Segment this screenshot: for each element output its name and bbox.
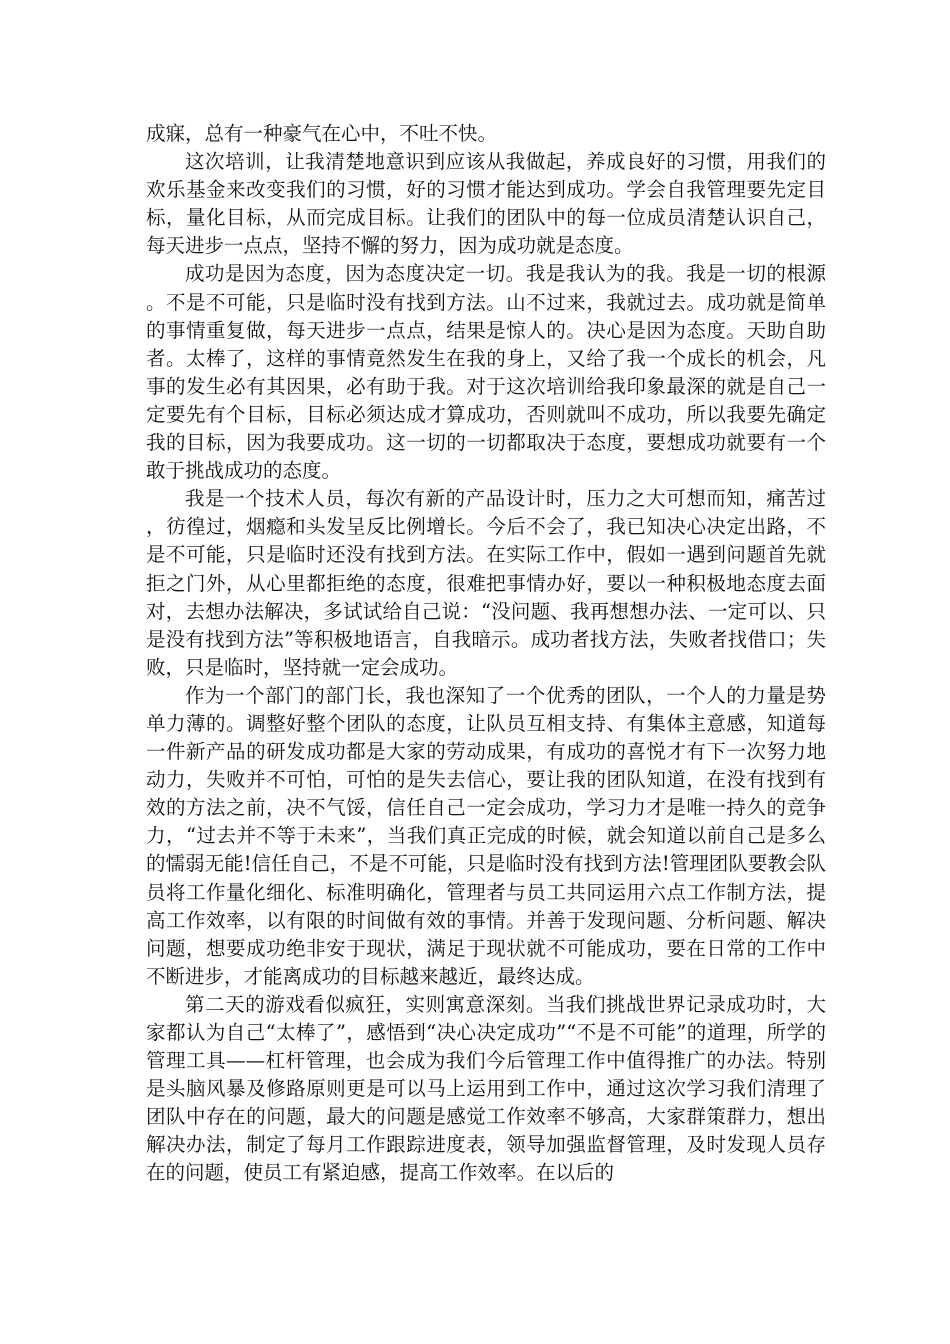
paragraph-3: 成功是因为态度，因为态度决定一切。我是我认为的我。我是一切的根源。不是不可能，只是临时没有找到方法。山不过来，我就过去。成功就是简单的事情重复做，每天进步一点点，结果是惊人的。决心是因为态度。天助自助者。太棒了，这样的事情竟然发生在我的身上，又给了我一个成长的机会，凡事的发生必有其因果，必有助于我。对于这次培训给我印象最深的就是自己一定要先有个目标，目标必须达成才算成功，否则就叫不成功，所以我要先确定我的目标，因为我要成功。这一切的一切都取决于态度，要想成功就要有一个敢于挑战成功的态度。 xyxy=(146,262,826,483)
document-body xyxy=(146,120,826,1188)
paragraph-6: 第二天的游戏看似疯狂，实则寓意深刻。当我们挑战世界记录成功时，大家都认为自己“太棒了”，感悟到“决心决定成功”“不是不可能”的道理，所学的管理工具——杠杆管理，也会成为我们今后管理工作中值得推广的办法。特别是头脑风暴及修路原则更是可以马上运用到工作中，通过这次学习我们清理了团队中存在的问题，最大的问题是感觉工作效率不够高，大家群策群力，想出解决办法，制定了每月工作跟踪进度表，领导加强监督管理，及时发现人员存在的问题，使员工有紧迫感，提高工作效率。在以后的 xyxy=(146,992,826,1185)
paragraph-4: 我是一个技术人员，每次有新的产品设计时，压力之大可想而知，痛苦过，彷徨过，烟瘾和头发呈反比例增长。今后不会了，我已知决心决定出路，不是不可能，只是临时还没有找到方法。在实际工作中，假如一遇到问题首先就拒之门外，从心里都拒绝的态度，很难把事情办好，要以一种积极地态度去面对，去想办法解决，多试试给自己说：“没问题、我再想想办法、一定可以、只是没有找到方法”等积极地语言，自我暗示。成功者找方法，失败者找借口；失败，只是临时，坚持就一定会成功。 xyxy=(146,487,826,679)
paragraph-1: 成寐，总有一种豪气在心中，不吐不快。 xyxy=(146,122,498,145)
paragraph-5: 作为一个部门的部门长，我也深知了一个优秀的团队，一个人的力量是势单力薄的。调整好整个团队的态度，让队员互相支持、有集体主意感，知道每一件新产品的研发成功都是大家的劳动成果，有成功的喜悦才有下一次努力地动力，失败并不可怕，可怕的是失去信心，要让我的团队知道，在没有找到有效的方法之前，决不气馁，信任自己一定会成功，学习力才是唯一持久的竞争力，“过去并不等于未来”，当我们真正完成的时候，就会知道以前自己是多么的懦弱无能!信任自己，不是不可能，只是临时没有找到方法!管理团队要教会队员将工作量化细化、标准明确化，管理者与员工共同运用六点工作制方法，提高工作效率，以有限的时间做有效的事情。并善于发现问题、分析问题、解决问题，想要成功绝非安于现状，满足于现状就不可能成功，要在日常的工作中不断进步，才能离成功的目标越来越近，最终达成。 xyxy=(146,683,826,988)
paragraph-2: 这次培训，让我清楚地意识到应该从我做起，养成良好的习惯，用我们的欢乐基金来改变我们的习惯，好的习惯才能达到成功。学会自我管理要先定目标，量化目标，从而完成目标。让我们的团队中的每一位成员清楚认识自己，每天进步一点点，坚持不懈的努力，因为成功就是态度。 xyxy=(146,150,826,258)
